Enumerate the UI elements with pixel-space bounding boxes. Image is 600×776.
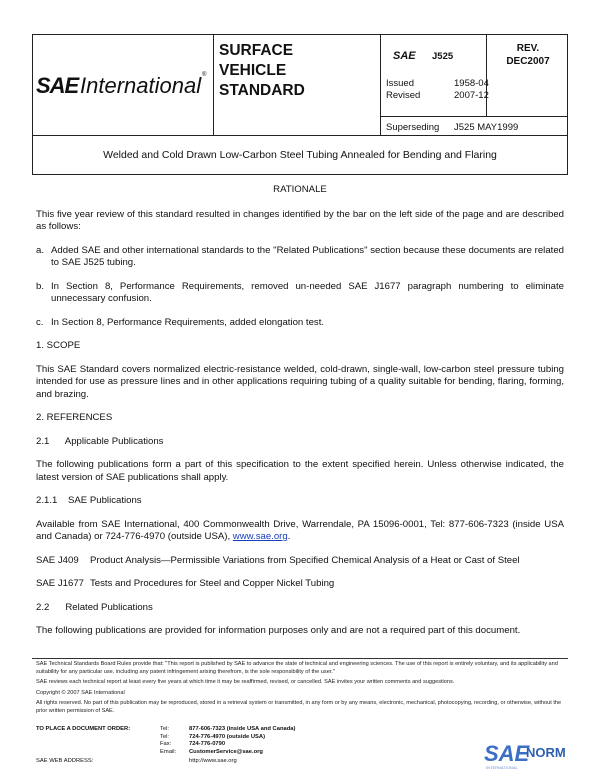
footer-divider — [32, 658, 568, 659]
footer-copyright: Copyright © 2007 SAE International — [36, 689, 125, 696]
issued-label: Issued — [386, 78, 414, 89]
scope-text: This SAE Standard covers normalized electric-resistance welded, cold-drawn, single-wall, low-carbon steel pressure tubing intended for use as pressure lines and in other applications requiring tubing of a quality suitable for bending, flaring, forming, and brazing. — [36, 363, 564, 400]
list-item: a. Added SAE and other international standards to the "Related Publications" section because these documents are related to SAE J525 tubing. — [36, 244, 564, 268]
sae-publications-heading: 2.1.1 SAE Publications — [36, 495, 142, 506]
doc-number: J525 — [432, 51, 454, 62]
sae-publications-text: Available from SAE International, 400 Commonwealth Drive, Warrendale, PA 15096-0001, Tel: 877-606-7323 (inside USA and Canada) or 724-776-4970 (outside USA), www.sae.org. — [36, 518, 564, 542]
issued-value: 1958-04 — [454, 78, 489, 89]
revision-box: REV. DEC2007 — [506, 43, 550, 67]
contact-row: Tel: 724-776-4970 (outside USA) — [160, 733, 266, 740]
divider — [213, 34, 214, 135]
order-contacts — [160, 726, 295, 756]
watermark-sae-logo: SAE — [484, 741, 530, 766]
scope-heading: 1. SCOPE — [36, 340, 81, 351]
superseding-label: Superseding — [386, 122, 440, 133]
related-heading: 2.2 Related Publications — [36, 601, 153, 613]
watermark-norm-label: NORM — [526, 745, 566, 760]
contact-row: Tel: 877-606-7323 (inside USA and Canada) — [160, 726, 296, 732]
revised-label: Revised — [386, 90, 421, 101]
applicable-text: The following publications form a part of this specification to the extent specified herein. Unless otherwise indicated, the latest version of SAE publications shall apply. — [36, 459, 564, 483]
footer-rules: SAE Technical Standards Board Rules provide that: "This report is published by SAE to advance the state of technical and engineering sciences. The use of this report is entirely voluntary, and its applicability and suitability for any particular use, including any patent infringement arising therefrom, is the sole responsibility of the user." — [36, 661, 558, 675]
references-heading: 2. REFERENCES — [36, 412, 113, 423]
divider — [380, 34, 381, 135]
contact-row: Fax: 724-776-0790 — [160, 741, 226, 747]
doc-sae-mark: SAE — [393, 50, 416, 62]
international-logo-text: International — [80, 73, 202, 98]
watermark-subtitle: INTERNATIONAL — [486, 765, 518, 770]
order-label: TO PLACE A DOCUMENT ORDER: — [36, 726, 131, 732]
document-body — [36, 184, 564, 638]
applicable-heading: 2.1 Applicable Publications — [36, 435, 164, 447]
divider — [380, 116, 568, 117]
footer-review: SAE reviews each technical report at least every five years at which time it may be reaffirmed, revised, or cancelled. SAE invites your written comments and suggestions. — [36, 679, 455, 686]
web-address-label: SAE WEB ADDRESS: — [36, 758, 94, 764]
rationale-intro: This five year review of this standard resulted in changes identified by the bar on the left side of the page and are described as follows: — [36, 208, 564, 232]
web-address-link[interactable]: http://www.sae.org — [189, 758, 237, 764]
document-title: Welded and Cold Drawn Low-Carbon Steel Tubing Annealed for Bending and Flaring — [32, 135, 568, 175]
sae-logo: SAE — [36, 73, 79, 98]
reference-item: SAE J1677 Tests and Procedures for Steel and Copper Nickel Tubing — [36, 578, 335, 589]
reference-item: SAE J409 Product Analysis—Permissible Variations from Specified Chemical Analysis of a Heat or Cast of Steel — [36, 554, 520, 566]
divider — [486, 34, 487, 116]
list-item: b. In Section 8, Performance Requirements, removed un-needed SAE J1677 paragraph numbering to eliminate unnecessary confusion. — [36, 280, 564, 304]
list-item: c. In Section 8, Performance Requirements, added elongation test. — [36, 316, 325, 328]
rationale-heading: RATIONALE — [273, 184, 327, 195]
standard-type: SURFACE VEHICLE STANDARD — [219, 42, 305, 99]
contact-row: Email: CustomerService@sae.org — [160, 748, 263, 755]
sae-website-link[interactable]: www.sae.org — [232, 531, 288, 542]
registered-mark: ® — [202, 72, 207, 78]
related-text: The following publications are provided for information purposes only and are not a required part of this document. — [36, 625, 521, 636]
superseding-value: J525 MAY1999 — [454, 122, 519, 133]
revised-value: 2007-12 — [454, 90, 489, 101]
footer-rights: All rights reserved. No part of this publication may be reproduced, stored in a retrieval system or transmitted, in any form or by any means, electronic, mechanical, photocopying, recording, or otherwise, without the prior written permission of SAE. — [36, 700, 562, 714]
footer-notes — [36, 661, 564, 719]
